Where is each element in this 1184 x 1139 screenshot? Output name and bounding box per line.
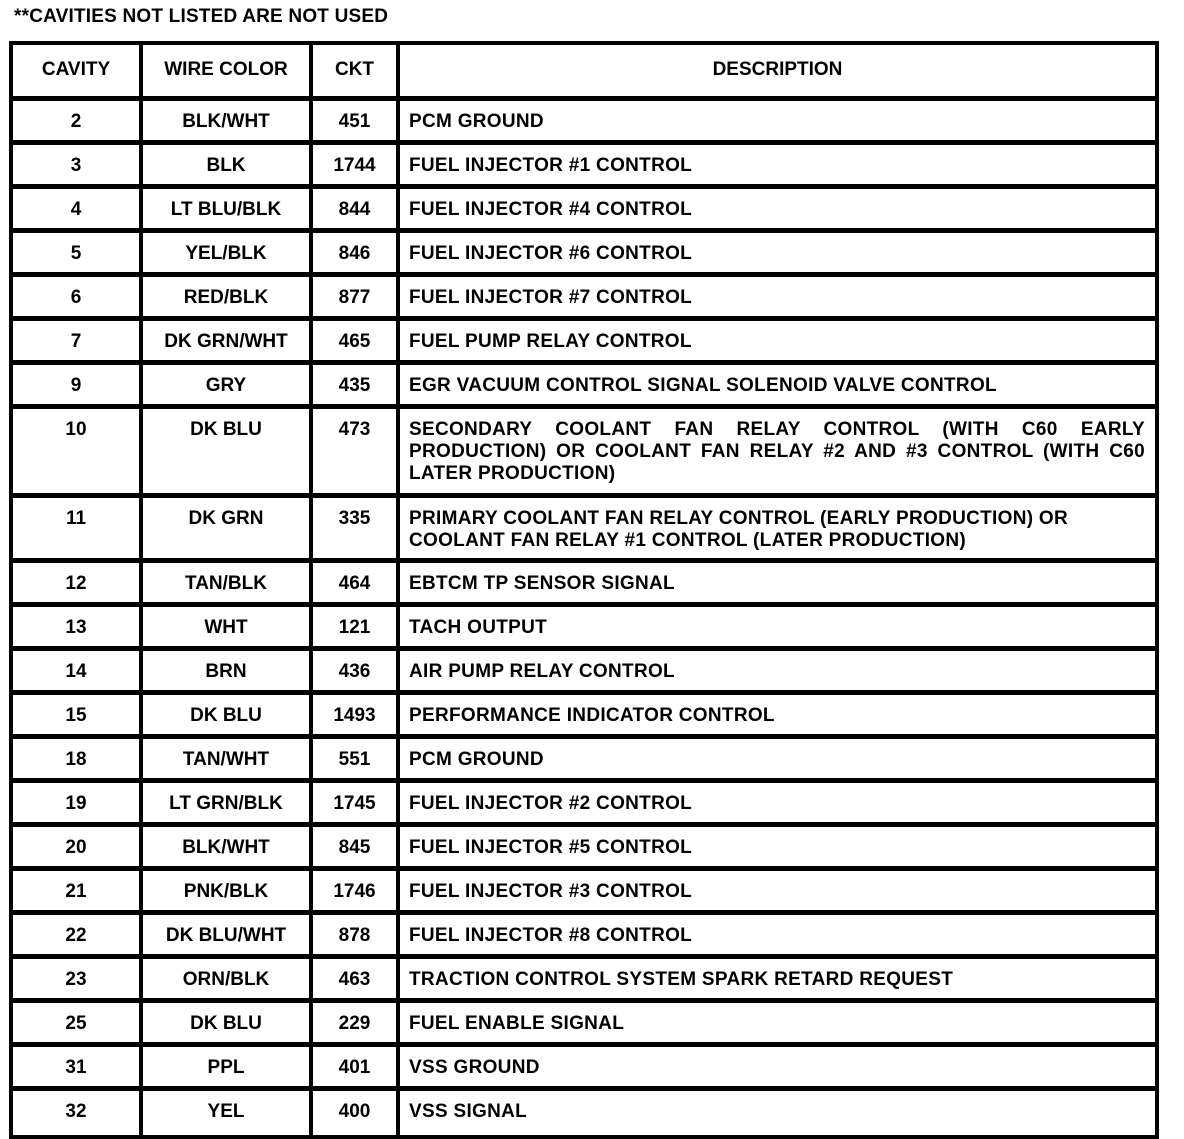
- cavity-cell: 31: [13, 1047, 143, 1091]
- description-cell: FUEL INJECTOR #7 CONTROL: [400, 277, 1155, 321]
- wire-color-cell: DK BLU: [143, 695, 313, 739]
- wire-color-cell: BLK/WHT: [143, 827, 313, 871]
- wire-color-cell: BRN: [143, 651, 313, 695]
- ckt-cell: 845: [313, 827, 400, 871]
- ckt-cell: 463: [313, 959, 400, 1003]
- description-cell: PCM GROUND: [400, 101, 1155, 145]
- wire-color-cell: PPL: [143, 1047, 313, 1091]
- unused-cavities-note: **CAVITIES NOT LISTED ARE NOT USED: [14, 6, 389, 27]
- description-cell: FUEL INJECTOR #8 CONTROL: [400, 915, 1155, 959]
- description-cell: PERFORMANCE INDICATOR CONTROL: [400, 695, 1155, 739]
- column-header-wire-color: WIRE COLOR: [143, 45, 313, 101]
- cavity-cell: 32: [13, 1091, 143, 1135]
- description-cell: FUEL INJECTOR #6 CONTROL: [400, 233, 1155, 277]
- wire-color-cell: BLK/WHT: [143, 101, 313, 145]
- description-cell: FUEL INJECTOR #2 CONTROL: [400, 783, 1155, 827]
- wire-color-cell: WHT: [143, 607, 313, 651]
- ckt-cell: 1745: [313, 783, 400, 827]
- column-header-description: DESCRIPTION: [400, 45, 1155, 101]
- column-header-ckt: CKT: [313, 45, 400, 101]
- wire-color-cell: LT BLU/BLK: [143, 189, 313, 233]
- ckt-cell: 844: [313, 189, 400, 233]
- cavity-cell: 13: [13, 607, 143, 651]
- cavity-cell: 12: [13, 563, 143, 607]
- cavity-cell: 4: [13, 189, 143, 233]
- wire-color-cell: BLK: [143, 145, 313, 189]
- ckt-cell: 435: [313, 365, 400, 409]
- ckt-cell: 1744: [313, 145, 400, 189]
- description-cell: PRIMARY COOLANT FAN RELAY CONTROL (EARLY PRODUCTION) OR COOLANT FAN RELAY #1 CONTROL (LATER PRODUCTION): [400, 498, 1155, 563]
- ckt-cell: 229: [313, 1003, 400, 1047]
- cavity-cell: 2: [13, 101, 143, 145]
- wire-color-cell: GRY: [143, 365, 313, 409]
- connector-pinout-table: [9, 41, 1159, 1139]
- cavity-cell: 5: [13, 233, 143, 277]
- cavity-cell: 18: [13, 739, 143, 783]
- cavity-cell: 11: [13, 498, 143, 563]
- description-cell: FUEL PUMP RELAY CONTROL: [400, 321, 1155, 365]
- description-cell: FUEL ENABLE SIGNAL: [400, 1003, 1155, 1047]
- wire-color-cell: RED/BLK: [143, 277, 313, 321]
- wire-color-cell: DK BLU/WHT: [143, 915, 313, 959]
- wire-color-cell: DK BLU: [143, 409, 313, 498]
- wire-color-cell: YEL: [143, 1091, 313, 1135]
- ckt-cell: 1746: [313, 871, 400, 915]
- cavity-cell: 23: [13, 959, 143, 1003]
- description-cell: TRACTION CONTROL SYSTEM SPARK RETARD REQUEST: [400, 959, 1155, 1003]
- ckt-cell: 335: [313, 498, 400, 563]
- cavity-cell: 22: [13, 915, 143, 959]
- cavity-cell: 25: [13, 1003, 143, 1047]
- cavity-cell: 20: [13, 827, 143, 871]
- cavity-cell: 14: [13, 651, 143, 695]
- ckt-cell: 121: [313, 607, 400, 651]
- ckt-cell: 551: [313, 739, 400, 783]
- description-cell: EGR VACUUM CONTROL SIGNAL SOLENOID VALVE CONTROL: [400, 365, 1155, 409]
- description-cell: FUEL INJECTOR #4 CONTROL: [400, 189, 1155, 233]
- description-cell: EBTCM TP SENSOR SIGNAL: [400, 563, 1155, 607]
- wire-color-cell: TAN/BLK: [143, 563, 313, 607]
- ckt-cell: 473: [313, 409, 400, 498]
- wire-color-cell: PNK/BLK: [143, 871, 313, 915]
- ckt-cell: 877: [313, 277, 400, 321]
- ckt-cell: 401: [313, 1047, 400, 1091]
- cavity-cell: 6: [13, 277, 143, 321]
- ckt-cell: 878: [313, 915, 400, 959]
- wire-color-cell: TAN/WHT: [143, 739, 313, 783]
- wire-color-cell: YEL/BLK: [143, 233, 313, 277]
- description-cell: AIR PUMP RELAY CONTROL: [400, 651, 1155, 695]
- cavity-cell: 10: [13, 409, 143, 498]
- ckt-cell: 451: [313, 101, 400, 145]
- column-header-cavity: CAVITY: [13, 45, 143, 101]
- ckt-cell: 846: [313, 233, 400, 277]
- ckt-cell: 400: [313, 1091, 400, 1135]
- ckt-cell: 436: [313, 651, 400, 695]
- cavity-cell: 7: [13, 321, 143, 365]
- wire-color-cell: DK BLU: [143, 1003, 313, 1047]
- cavity-cell: 9: [13, 365, 143, 409]
- wire-color-cell: DK GRN: [143, 498, 313, 563]
- description-cell: FUEL INJECTOR #1 CONTROL: [400, 145, 1155, 189]
- cavity-cell: 21: [13, 871, 143, 915]
- cavity-cell: 15: [13, 695, 143, 739]
- wire-color-cell: DK GRN/WHT: [143, 321, 313, 365]
- description-cell: FUEL INJECTOR #5 CONTROL: [400, 827, 1155, 871]
- description-cell: SECONDARY COOLANT FAN RELAY CONTROL (WITH C60 EARLY PRODUCTION) OR COOLANT FAN RELAY #2 AND #3 CONTROL (WITH C60 LATER PRODUCTION): [400, 409, 1155, 498]
- description-cell: VSS SIGNAL: [409, 1101, 528, 1122]
- cavity-cell: 19: [13, 783, 143, 827]
- description-cell: FUEL INJECTOR #3 CONTROL: [400, 871, 1155, 915]
- cavity-cell: 3: [13, 145, 143, 189]
- ckt-cell: 464: [313, 563, 400, 607]
- description-cell: PCM GROUND: [400, 739, 1155, 783]
- ckt-cell: 465: [313, 321, 400, 365]
- ckt-cell: 1493: [313, 695, 400, 739]
- wire-color-cell: LT GRN/BLK: [143, 783, 313, 827]
- wire-color-cell: ORN/BLK: [143, 959, 313, 1003]
- description-cell: VSS GROUND: [400, 1047, 1155, 1091]
- description-cell: TACH OUTPUT: [400, 607, 1155, 651]
